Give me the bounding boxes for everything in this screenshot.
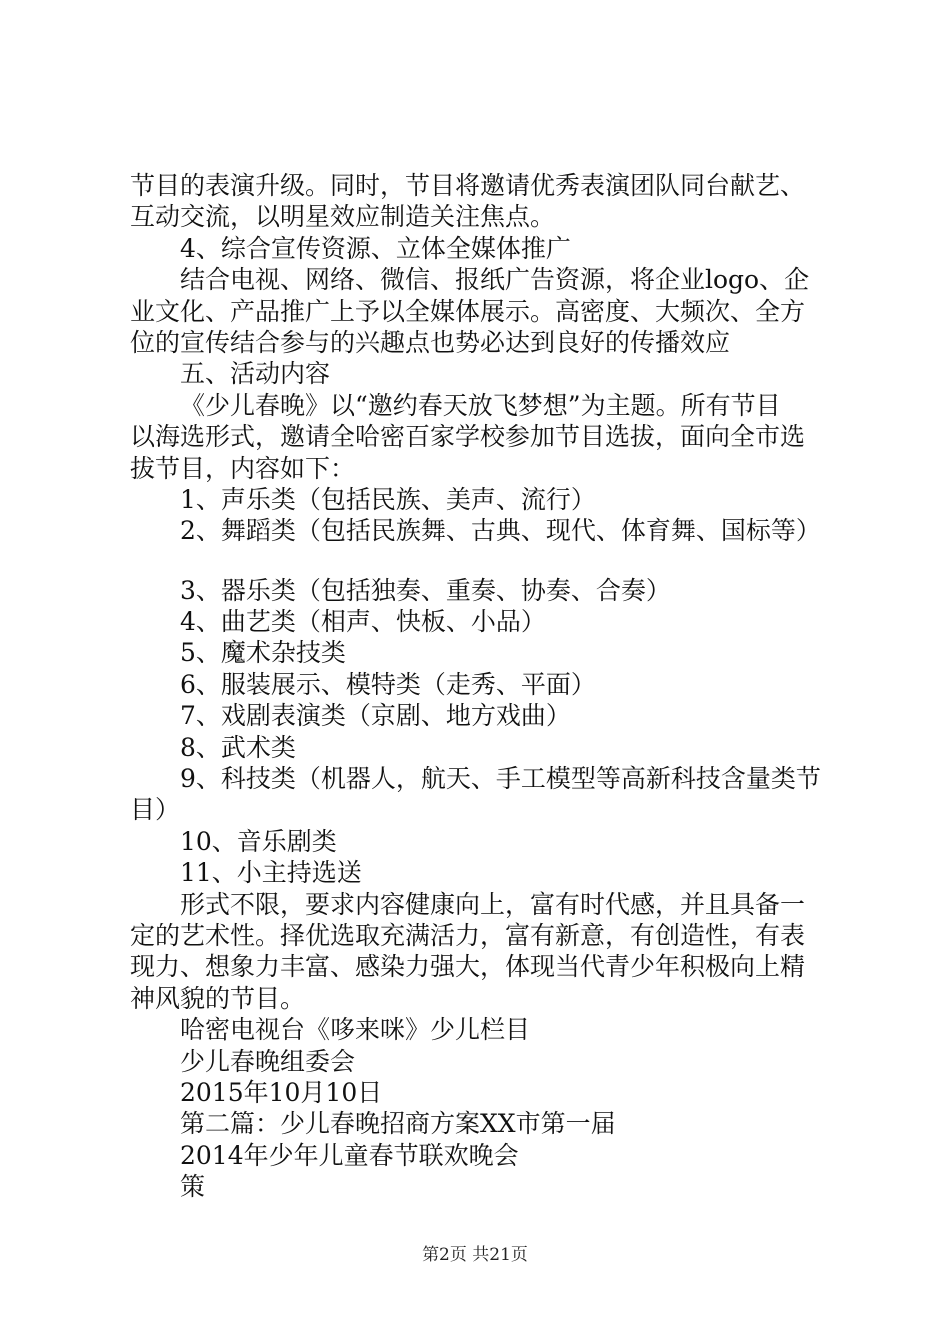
text-line: 业文化、产品推广上予以全媒体展示。高密度、大频次、全方 — [130, 296, 806, 326]
signature-date: 2015年10月10日 — [180, 1077, 383, 1107]
list-item: 9、科技类（机器人，航天、手工模型等高新科技含量类节 — [180, 764, 821, 794]
text-line: 2014年少年儿童春节联欢晚会 — [180, 1140, 519, 1170]
text-line: 《少儿春晚》以“邀约春天放飞梦想”为主题。所有节目 — [180, 390, 781, 420]
text-line: 位的宣传结合参与的兴趣点也势必达到良好的传播效应 — [130, 327, 731, 357]
section-heading: 五、活动内容 — [180, 359, 331, 389]
text-line: 现力、想象力丰富、感染力强大，体现当代青少年积极向上精 — [130, 952, 806, 982]
text-line: 互动交流，以明星效应制造关注焦点。 — [130, 202, 556, 232]
list-item: 10、音乐剧类 — [180, 826, 337, 856]
section-heading: 4、综合宣传资源、立体全媒体推广 — [180, 233, 571, 263]
signature-committee: 少儿春晚组委会 — [180, 1046, 356, 1076]
blank-line — [130, 547, 835, 575]
list-item: 2、舞蹈类（包括民族舞、古典、现代、体育舞、国标等） — [180, 516, 821, 546]
list-item: 6、服装展示、模特类（走秀、平面） — [180, 669, 596, 699]
text-line: 形式不限，要求内容健康向上，富有时代感，并且具备一 — [180, 889, 806, 919]
list-item: 8、武术类 — [180, 732, 296, 762]
list-item: 3、器乐类（包括独奏、重奏、协奏、合奏） — [180, 575, 671, 605]
list-item: 11、小主持选送 — [180, 858, 362, 888]
list-item: 7、戏剧表演类（京剧、地方戏曲） — [180, 701, 571, 731]
text-line: 结合电视、网络、微信、报纸广告资源，将企业logo、企 — [180, 265, 810, 295]
text-line: 定的艺术性。择优选取充满活力，富有新意，有创造性，有表 — [130, 920, 806, 950]
page-number-footer: 第2页 共21页 — [422, 1245, 528, 1265]
text-line: 以海选形式，邀请全哈密百家学校参加节目选拔，面向全市选 — [130, 422, 806, 452]
list-item: 5、魔术杂技类 — [180, 638, 346, 668]
list-item: 4、曲艺类（相声、快板、小品） — [180, 607, 546, 637]
text-line: 神风貌的节目。 — [130, 983, 306, 1013]
chapter-heading: 第二篇：少儿春晚招商方案XX市第一届 — [180, 1109, 616, 1139]
text-line: 拔节目，内容如下： — [130, 453, 356, 483]
text-line: 节目的表演升级。同时，节目将邀请优秀表演团队同台献艺、 — [130, 171, 806, 200]
list-item-continuation: 目） — [130, 795, 181, 825]
list-item: 1、声乐类（包括民族、美声、流行） — [180, 484, 596, 514]
signature-org: 哈密电视台《哆来咪》少儿栏目 — [180, 1015, 531, 1045]
document-body — [130, 170, 835, 1203]
text-line: 策 — [180, 1172, 206, 1202]
